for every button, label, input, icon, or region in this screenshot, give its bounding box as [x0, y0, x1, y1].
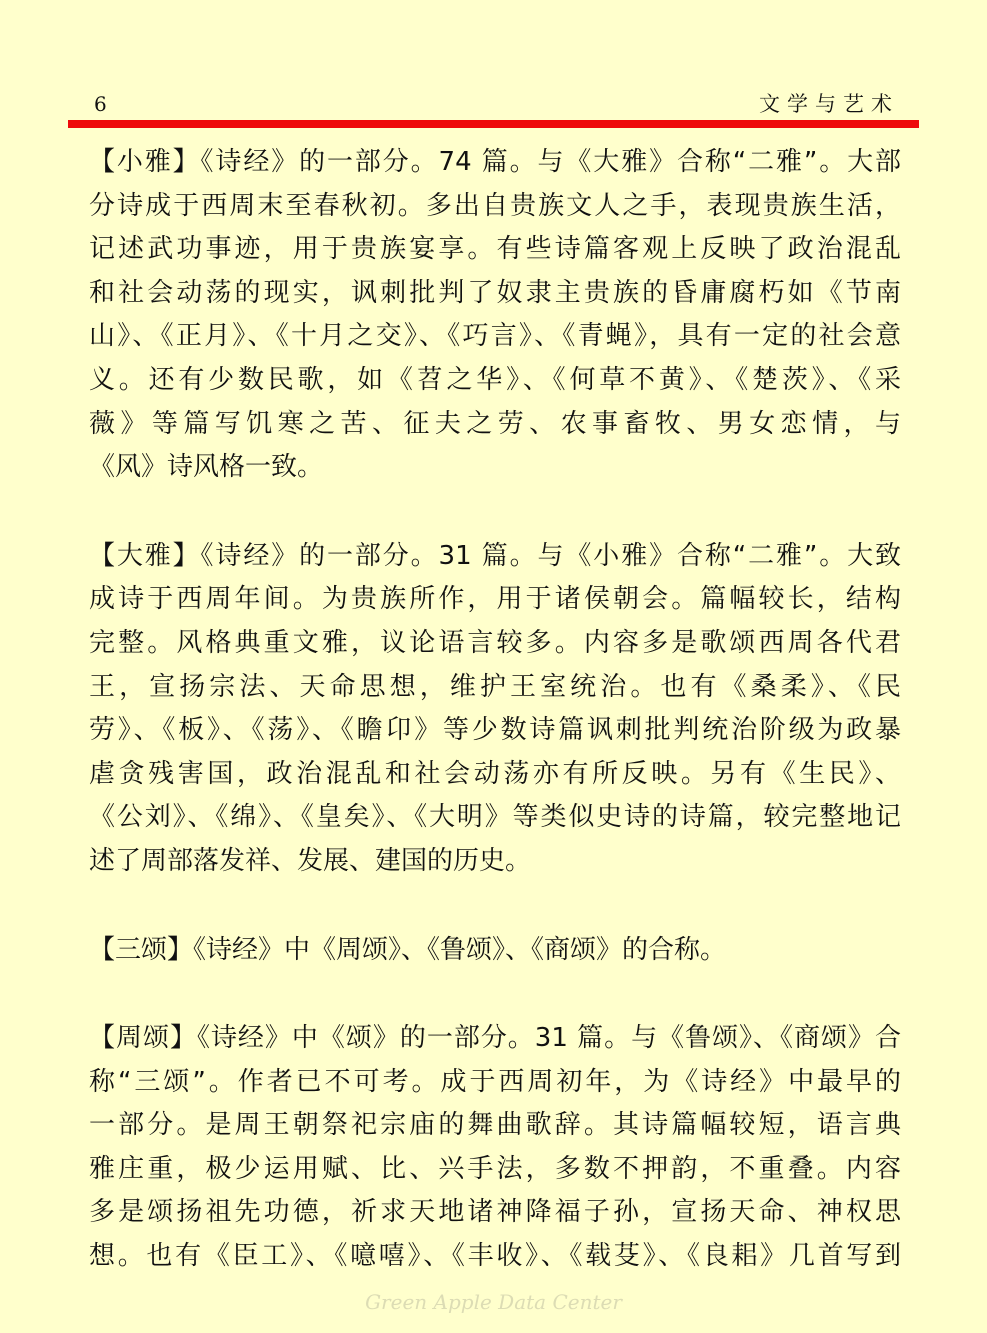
text-line: 虐贪残害国，政治混乱和社会动荡亦有所反映。另有《生民》、: [89, 758, 901, 789]
text-line: 【小雅】《诗经》的一部分。74 篇。与《大雅》合称“二雅”。大部: [89, 147, 901, 177]
watermark: Green Apple Data Center: [365, 1290, 622, 1314]
text-line: 雅庄重，极少运用赋、比、兴手法，多数不押韵，不重叠。内容: [89, 1153, 901, 1184]
page-number: 6: [94, 92, 107, 116]
text-line: 薇》等篇写饥寒之苦、征夫之劳、农事畜牧、男女恋情，与: [89, 408, 901, 439]
text-line: 称“三颂”。作者已不可考。成于西周初年，为《诗经》中最早的: [89, 1066, 901, 1097]
text-line: 王，宣扬宗法、天命思想，维护王室统治。也有《桑柔》、《民: [89, 671, 901, 702]
header-rule: [68, 120, 919, 128]
entry-daya: [89, 535, 901, 884]
text-line: 和社会动荡的现实，讽刺批判了奴隶主贵族的昏庸腐朽如《节南: [89, 277, 901, 308]
text-line: 想。也有《臣工》、《噫嘻》、《丰收》、《载芟》、《良耜》几首写到: [89, 1241, 901, 1272]
page-header: [0, 0, 987, 130]
text-line: 山》、《正月》、《十月之交》、《巧言》、《青蝇》，具有一定的社会意: [89, 321, 901, 352]
text-line: 劳》、《板》、《荡》、《瞻卬》等少数诗篇讽刺批判统治阶级为政暴: [89, 715, 901, 746]
section-title: 文学与艺术: [759, 92, 899, 116]
text-line: 《公刘》、《绵》、《皇矣》、《大明》等类似史诗的诗篇，较完整地记: [89, 802, 901, 833]
text-line: 记述武功事迹，用于贵族宴享。有些诗篇客观上反映了政治混乱: [89, 234, 901, 265]
text-line: 完整。风格典重文雅，议论语言较多。内容多是歌颂西周各代君: [89, 627, 901, 658]
text-line: 多是颂扬祖先功德，祈求天地诸神降福子孙，宣扬天命、神权思: [89, 1197, 901, 1228]
text-line: 义。还有少数民歌，如《苕之华》、《何草不黄》、《楚茨》、《采: [89, 364, 901, 395]
text-line: 【周颂】《诗经》中《颂》的一部分。31 篇。与《鲁颂》、《商颂》合: [89, 1023, 901, 1054]
text-line: 一部分。是周王朝祭祀宗庙的舞曲歌辞。其诗篇幅较短，语言典: [89, 1110, 901, 1141]
text-line: 【大雅】《诗经》的一部分。31 篇。与《小雅》合称“二雅”。大致: [89, 540, 901, 571]
entry-xiaoya: [89, 141, 901, 490]
text-line: 分诗成于西周末至春秋初。多出自贵族文人之手，表现贵族生活，: [89, 190, 901, 221]
page-body: [89, 141, 901, 1324]
text-line: 成诗于西周年间。为贵族所作，用于诸侯朝会。篇幅较长，结构: [89, 584, 901, 615]
text-line: 【三颂】《诗经》中《周颂》、《鲁颂》、《商颂》的合称。: [89, 934, 727, 965]
entry-sansong: [89, 929, 901, 973]
entry-zhousong: [89, 1017, 901, 1279]
text-line: 《风》诗风格一致。: [89, 452, 324, 483]
text-line: 述了周部落发祥、发展、建国的历史。: [89, 845, 532, 876]
